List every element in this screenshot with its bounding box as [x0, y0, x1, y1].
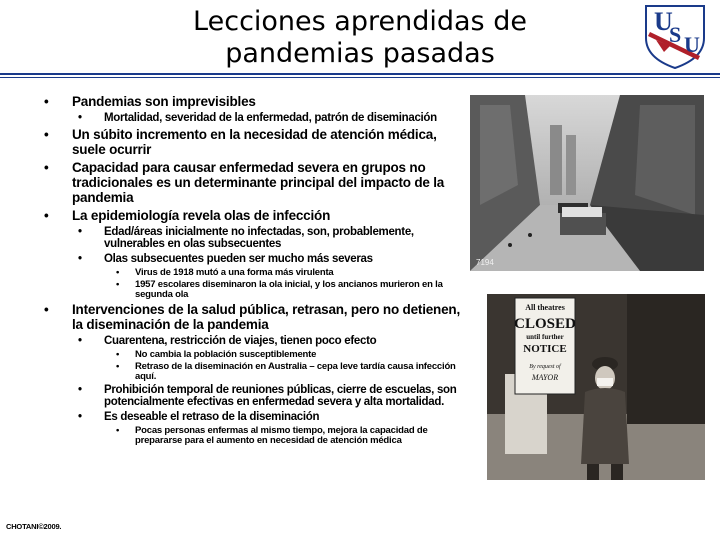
copyright-footer: CHOTANI©2009. — [6, 522, 62, 531]
bullet-level-1 — [40, 94, 465, 109]
bullet-text: Capacidad para causar enfermedad severa en grupos no tradicionales es un determinante principal del impacto de la pandemia — [72, 160, 445, 205]
logo-letter-3: U — [684, 32, 700, 57]
bullet-level-3 — [40, 268, 465, 278]
bullet-text: Pandemias son imprevisibles — [72, 94, 256, 109]
bullet-level-3 — [40, 362, 465, 382]
bullet-level-2 — [40, 384, 465, 408]
bullet-text: Un súbito incremento en la necesidad de atención médica, suele ocurrir — [72, 127, 437, 157]
bullet-level-1 — [40, 208, 465, 223]
bullet-dot-icon: • — [116, 361, 120, 372]
bullet-text: La epidemiología revela olas de infección — [72, 208, 331, 223]
bullet-dot-icon: • — [44, 94, 49, 109]
bullet-text: Prohibición temporal de reuniones públicas, cierre de escuelas, son potencialmente efectivas en enfermedad severa y alta mortalidad. — [104, 384, 457, 408]
bullet-text: Retraso de la diseminación en Australia – cepa leve tardía causa infección aquí. — [135, 361, 456, 382]
bullet-list — [40, 94, 465, 448]
title-line-1: Lecciones aprendidas de — [193, 6, 527, 37]
bullet-text: Edad/áreas inicialmente no infectadas, son, probablemente, vulnerables en olas subsecuentes — [104, 226, 414, 250]
bullet-text: Olas subsecuentes pueden ser mucho más severas — [104, 253, 373, 265]
bullet-level-2 — [40, 253, 465, 265]
bullet-level-1 — [40, 302, 465, 332]
bullet-level-3 — [40, 350, 465, 360]
bullet-text: Intervenciones de la salud pública, retrasan, pero no detienen, la diseminación de la pandemia — [72, 302, 461, 332]
bullet-text: Virus de 1918 mutó a una forma más virulenta — [135, 267, 334, 278]
header-divider-thin — [0, 77, 720, 78]
bullet-level-2 — [40, 411, 465, 423]
sign-line-1: All theatres — [525, 303, 565, 312]
bullet-dot-icon: • — [116, 425, 120, 436]
bullet-dot-icon: • — [116, 267, 120, 278]
usu-logo — [642, 2, 708, 70]
bullet-level-2 — [40, 335, 465, 347]
bullet-level-3 — [40, 426, 465, 446]
bullet-text: Mortalidad, severidad de la enfermedad, patrón de diseminación — [104, 112, 437, 124]
logo-letter-2: S — [669, 22, 682, 47]
header-divider-thick — [0, 73, 720, 75]
logo-letter-1: U — [654, 7, 673, 36]
sign-line-5: By request of — [529, 364, 561, 370]
bullet-dot-icon: • — [78, 335, 82, 347]
bullet-level-2 — [40, 112, 465, 124]
photo-stamp: 7194 — [476, 258, 494, 267]
historic-street-photo — [470, 95, 704, 271]
bullet-dot-icon: • — [44, 160, 49, 175]
bullet-text: Es deseable el retraso de la diseminación — [104, 411, 320, 423]
bullet-dot-icon: • — [116, 349, 120, 360]
bullet-dot-icon: • — [78, 384, 82, 396]
bullet-dot-icon: • — [116, 279, 120, 290]
bullet-dot-icon: • — [78, 253, 82, 265]
sign-line-6: MAYOR — [531, 373, 559, 382]
sign-line-4: NOTICE — [523, 343, 567, 355]
bullet-level-3 — [40, 280, 465, 300]
bullet-dot-icon: • — [44, 127, 49, 142]
closed-theatres-photo — [487, 294, 705, 480]
bullet-level-2 — [40, 226, 465, 250]
bullet-dot-icon: • — [78, 112, 82, 124]
bullet-level-1 — [40, 160, 465, 205]
sign-line-2: CLOSED — [514, 316, 576, 332]
sign-line-3: until further — [526, 333, 564, 341]
slide-title — [170, 6, 550, 70]
bullet-dot-icon: • — [44, 208, 49, 223]
bullet-text: Pocas personas enfermas al mismo tiempo, mejora la capacidad de prepararse para el aumento en necesidad de atención médica — [135, 425, 428, 446]
bullet-level-1 — [40, 127, 465, 157]
bullet-dot-icon: • — [78, 226, 82, 238]
bullet-dot-icon: • — [44, 302, 49, 317]
bullet-dot-icon: • — [78, 411, 82, 423]
title-line-2: pandemias pasadas — [225, 38, 495, 69]
bullet-text: 1957 escolares diseminaron la ola inicial, y los ancianos murieron en la segunda ola — [135, 279, 443, 300]
bullet-text: No cambia la población susceptiblemente — [135, 349, 317, 360]
bullet-text: Cuarentena, restricción de viajes, tienen poco efecto — [104, 335, 377, 347]
